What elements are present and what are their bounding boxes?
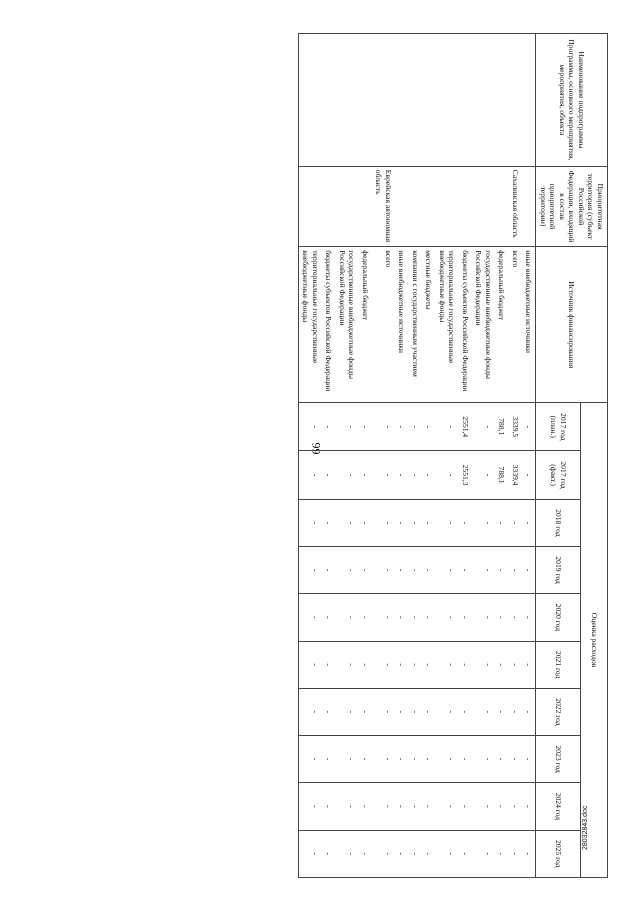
row-value-cell: - [409,499,423,546]
row-value-cell: - [472,688,495,735]
row-value-cell: - [495,546,509,593]
row-territory-cell [422,166,436,246]
table-row [522,34,536,878]
header-year: 2025 год [536,830,581,877]
row-value-cell: - [509,830,523,877]
row-value-cell: - [336,736,359,783]
table-row [495,34,509,878]
row-value-cell: 788,1 [495,403,509,451]
row-value-cell: - [509,499,523,546]
row-source-cell: иные внебюджетные источники [395,247,409,403]
row-value-cell: - [472,546,495,593]
row-value-cell: - [522,641,536,688]
row-value-cell: - [495,641,509,688]
table-header [536,34,608,878]
header-estimate: Оценка расходов [581,403,608,878]
row-value-cell: - [409,451,423,499]
row-value-cell: - [359,451,373,499]
row-source-cell: всего [372,247,395,403]
row-value-cell: - [495,594,509,641]
row-value-cell: - [459,783,473,830]
row-value-cell: - [409,783,423,830]
row-value-cell: - [459,641,473,688]
page-number: 99 [309,442,324,455]
row-value-cell: - [472,594,495,641]
row-value-cell: - [509,641,523,688]
row-value-cell: - [436,451,459,499]
row-value-cell: - [472,451,495,499]
row-value-cell: 2551,4 [459,403,473,451]
row-value-cell: - [395,783,409,830]
row-value-cell: - [436,499,459,546]
table-row [436,34,459,878]
row-value-cell: - [522,783,536,830]
row-value-cell: - [472,830,495,877]
row-value-cell: - [322,830,336,877]
row-value-cell: - [509,594,523,641]
row-name-cell [336,34,359,167]
table-row [422,34,436,878]
row-value-cell: - [436,641,459,688]
row-value-cell: - [459,688,473,735]
document-id: 28032843.doc [582,805,589,850]
row-value-cell: - [359,641,373,688]
row-value-cell: - [522,499,536,546]
row-value-cell: 3339,5 [509,403,523,451]
row-value-cell: - [299,688,323,735]
row-value-cell: - [409,688,423,735]
row-territory-cell [299,166,323,246]
row-value-cell: - [495,499,509,546]
row-name-cell [322,34,336,167]
row-name-cell [495,34,509,167]
row-value-cell: - [436,688,459,735]
row-value-cell: - [495,688,509,735]
row-value-cell: - [372,499,395,546]
row-value-cell: - [395,830,409,877]
row-value-cell: - [459,594,473,641]
row-value-cell: - [522,688,536,735]
row-value-cell: - [395,546,409,593]
row-value-cell: - [409,594,423,641]
row-value-cell: - [522,736,536,783]
row-value-cell: - [359,688,373,735]
row-name-cell [409,34,423,167]
row-source-cell: иные внебюджетные источники [522,247,536,403]
row-value-cell: - [422,403,436,451]
row-value-cell: - [322,594,336,641]
row-value-cell: - [336,641,359,688]
row-value-cell: - [359,783,373,830]
rotated-table-wrapper [61,33,608,878]
row-value-cell: - [359,546,373,593]
row-source-cell: федеральный бюджет [359,247,373,403]
row-value-cell: - [299,546,323,593]
row-name-cell [299,34,323,167]
row-value-cell: - [372,688,395,735]
table-row [409,34,423,878]
row-value-cell: - [459,736,473,783]
row-value-cell: - [299,641,323,688]
row-value-cell: 3339,4 [509,451,523,499]
header-source: Источник финансирования [536,247,608,403]
header-year: 2021 год [536,641,581,688]
row-value-cell: - [436,783,459,830]
row-value-cell: - [459,499,473,546]
row-value-cell: - [395,594,409,641]
row-name-cell [509,34,523,167]
row-value-cell: - [322,451,336,499]
row-value-cell: - [299,830,323,877]
row-value-cell: - [409,641,423,688]
row-territory-cell [409,166,423,246]
row-source-cell: государственные внебюджетные фонды Российской Федерации [336,247,359,403]
row-value-cell: - [322,641,336,688]
row-name-cell [472,34,495,167]
row-value-cell: - [372,451,395,499]
row-value-cell: - [299,594,323,641]
row-name-cell [436,34,459,167]
row-value-cell: - [436,403,459,451]
row-value-cell: - [522,546,536,593]
table-row [336,34,359,878]
header-year: 2022 год [536,688,581,735]
row-value-cell: - [395,499,409,546]
row-value-cell: - [322,546,336,593]
row-value-cell: - [322,499,336,546]
header-year: 2017 год (план.) [536,403,581,451]
row-value-cell: - [299,783,323,830]
row-value-cell: 2551,3 [459,451,473,499]
row-territory-cell [472,166,495,246]
row-territory-cell: Сахалинская область [509,166,523,246]
header-year: 2017 год (факт.) [536,451,581,499]
row-value-cell: - [509,736,523,783]
row-name-cell [395,34,409,167]
row-value-cell: - [459,546,473,593]
row-value-cell: - [395,688,409,735]
row-value-cell: - [336,546,359,593]
row-name-cell [459,34,473,167]
table-row [459,34,473,878]
row-value-cell: - [522,451,536,499]
row-value-cell: - [436,594,459,641]
row-value-cell: - [522,403,536,451]
row-value-cell: - [395,641,409,688]
row-value-cell: - [395,736,409,783]
table-row [395,34,409,878]
row-value-cell: - [336,783,359,830]
header-year: 2018 год [536,499,581,546]
row-value-cell: - [509,546,523,593]
row-value-cell: - [359,499,373,546]
row-value-cell: - [422,499,436,546]
row-territory-cell [395,166,409,246]
row-value-cell: - [299,736,323,783]
row-value-cell: - [336,451,359,499]
row-source-cell: бюджеты субъектов Российской Федерации [459,247,473,403]
row-value-cell: - [359,736,373,783]
row-value-cell: - [299,403,323,451]
header-year: 2024 год [536,783,581,830]
row-value-cell: - [422,830,436,877]
row-value-cell: - [422,451,436,499]
row-value-cell: - [509,783,523,830]
row-value-cell: - [495,830,509,877]
row-value-cell: - [336,688,359,735]
row-territory-cell [322,166,336,246]
table-row [509,34,523,878]
row-value-cell: - [459,830,473,877]
row-source-cell: местные бюджеты [422,247,436,403]
row-value-cell: - [359,403,373,451]
row-value-cell: - [522,830,536,877]
header-territory: Приоритетная территория (субъект Российской Федерации, входящий в состав приоритетной территории) [536,166,608,246]
row-value-cell: - [359,830,373,877]
row-source-cell: территориальные государственные внебюджетные фонды [299,247,323,403]
row-source-cell: территориальные государственные внебюджетные фонды [436,247,459,403]
row-source-cell: компании с государственным участием [409,247,423,403]
row-value-cell: - [495,736,509,783]
row-value-cell: - [336,830,359,877]
row-value-cell: - [359,594,373,641]
table-row [372,34,395,878]
row-value-cell: - [322,403,336,451]
row-value-cell: - [436,830,459,877]
row-value-cell: 788,1 [495,451,509,499]
row-value-cell: - [409,403,423,451]
table-row [299,34,323,878]
row-value-cell: - [422,736,436,783]
row-value-cell: - [472,736,495,783]
row-name-cell [372,34,395,167]
header-year: 2023 год [536,736,581,783]
row-value-cell: - [372,594,395,641]
row-value-cell: - [472,499,495,546]
row-value-cell: - [322,688,336,735]
row-value-cell: - [422,546,436,593]
row-value-cell: - [395,451,409,499]
row-value-cell: - [422,594,436,641]
row-value-cell: - [495,783,509,830]
row-name-cell [522,34,536,167]
row-value-cell: - [372,783,395,830]
table-row [472,34,495,878]
row-source-cell: всего [509,247,523,403]
row-name-cell [422,34,436,167]
row-value-cell: - [336,403,359,451]
row-source-cell: федеральный бюджет [495,247,509,403]
row-value-cell: - [472,783,495,830]
table-body [299,34,537,878]
row-value-cell: - [472,641,495,688]
row-territory-cell: Еврейская автономная область [372,166,395,246]
row-value-cell: - [322,783,336,830]
header-name: Наименование подпрограммы Программы, основного мероприятия, мероприятия, объекта [536,34,608,167]
row-value-cell: - [395,403,409,451]
row-value-cell: - [472,403,495,451]
header-year: 2019 год [536,546,581,593]
row-territory-cell [336,166,359,246]
row-value-cell: - [372,641,395,688]
table-row [322,34,336,878]
row-source-cell: государственные внебюджетные фонды Российской Федерации [472,247,495,403]
row-value-cell: - [336,499,359,546]
row-value-cell: - [422,783,436,830]
row-value-cell: - [522,594,536,641]
row-value-cell: - [422,641,436,688]
expenses-table [298,33,608,878]
row-value-cell: - [372,736,395,783]
row-value-cell: - [299,451,323,499]
row-value-cell: - [322,736,336,783]
row-territory-cell [522,166,536,246]
row-territory-cell [436,166,459,246]
row-value-cell: - [372,546,395,593]
row-value-cell: - [409,830,423,877]
row-territory-cell [359,166,373,246]
row-value-cell: - [299,499,323,546]
row-value-cell: - [436,736,459,783]
row-value-cell: - [409,736,423,783]
row-value-cell: - [336,594,359,641]
row-territory-cell [459,166,473,246]
row-name-cell [359,34,373,167]
row-value-cell: - [372,830,395,877]
row-source-cell: бюджеты субъектов Российской Федерации [322,247,336,403]
row-territory-cell [495,166,509,246]
row-value-cell: - [509,688,523,735]
row-value-cell: - [436,546,459,593]
header-year: 2020 год [536,594,581,641]
table-row [359,34,373,878]
row-value-cell: - [409,546,423,593]
row-value-cell: - [422,688,436,735]
row-value-cell: - [372,403,395,451]
